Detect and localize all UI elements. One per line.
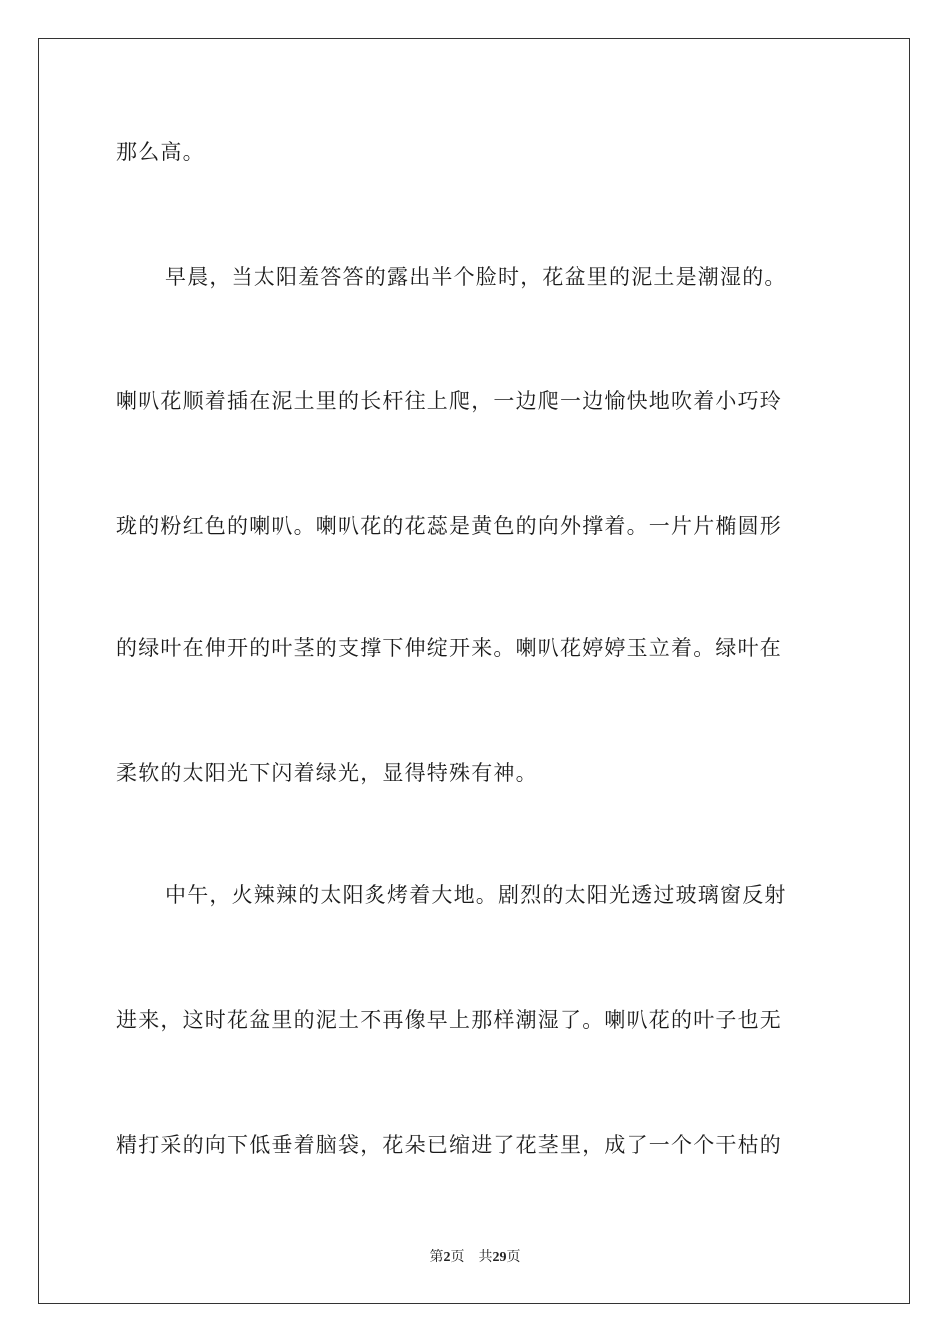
page-frame xyxy=(38,38,910,1304)
text-line-2: 早晨，当太阳羞答答的露出半个脸时，花盆里的泥土是潮湿的。 xyxy=(165,265,787,289)
total-pages: 29 xyxy=(492,1250,507,1265)
text-line-6: 柔软的太阳光下闪着绿光，显得特殊有神。 xyxy=(116,761,538,785)
page-prefix: 第 xyxy=(429,1250,444,1265)
text-line-3: 喇叭花顺着插在泥土里的长杆往上爬，一边爬一边愉快地吹着小巧玲 xyxy=(116,389,782,413)
total-suffix: 页 xyxy=(506,1250,521,1265)
page-suffix: 页 xyxy=(450,1250,465,1265)
text-line-7: 中午，火辣辣的太阳炙烤着大地。剧烈的太阳光透过玻璃窗反射 xyxy=(165,883,787,907)
page-footer xyxy=(0,1248,950,1268)
text-line-8: 进来，这时花盆里的泥土不再像早上那样潮湿了。喇叭花的叶子也无 xyxy=(116,1008,782,1032)
total-prefix: 共 xyxy=(478,1250,493,1265)
text-line-1: 那么高。 xyxy=(116,140,205,164)
text-line-5: 的绿叶在伸开的叶茎的支撑下伸绽开来。喇叭花婷婷玉立着。绿叶在 xyxy=(116,636,782,660)
page-number: 2 xyxy=(443,1250,451,1265)
text-line-9: 精打采的向下低垂着脑袋，花朵已缩进了花茎里，成了一个个干枯的 xyxy=(116,1133,782,1157)
text-line-4: 珑的粉红色的喇叭。喇叭花的花蕊是黄色的向外撑着。一片片椭圆形 xyxy=(116,514,782,538)
